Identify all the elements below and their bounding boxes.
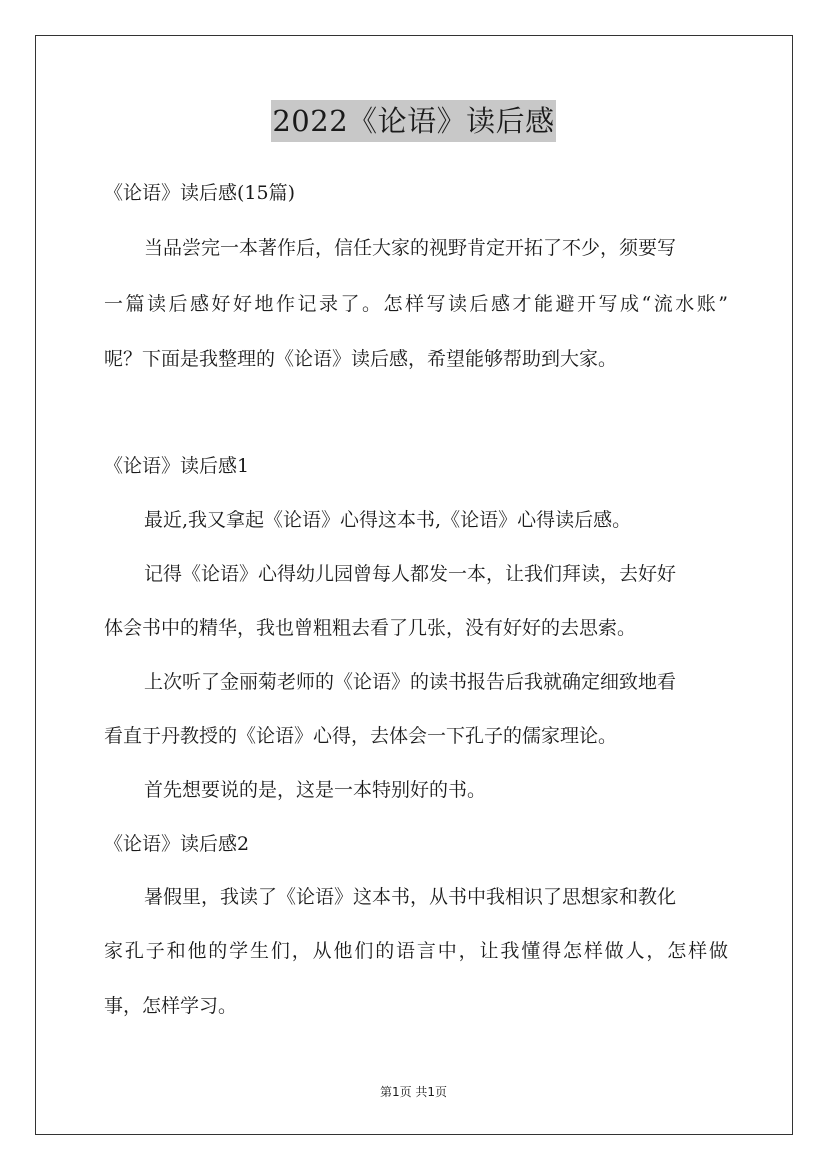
section1-paragraph-4: 首先想要说的是，这是一本特别好的书。 — [144, 779, 487, 801]
section1-paragraph-3-line-2: 看直于丹教授的《论语》心得，去体会一下孔子的儒家理论。 — [104, 725, 618, 747]
intro-line-1: 当品尝完一本著作后，信任大家的视野肯定开拓了不少，须要写 — [144, 237, 677, 259]
document-subtitle: 《论语》读后感(15篇) — [104, 182, 296, 204]
section2-paragraph-1-line-2: 家孔子和他的学生们，从他们的语言中，让我懂得怎样做人，怎样做 — [104, 940, 728, 962]
section1-paragraph-3-line-1: 上次听了金丽菊老师的《论语》的读书报告后我就确定细致地看 — [144, 671, 677, 693]
title-container — [0, 100, 827, 142]
section1-paragraph-2-line-2: 体会书中的精华，我也曾粗粗去看了几张，没有好好的去思索。 — [104, 617, 637, 639]
intro-line-2: 一篇读后感好好地作记录了。怎样写读后感才能避开写成“流水账” — [104, 293, 728, 315]
section2-heading: 《论语》读后感2 — [104, 833, 250, 855]
section1-heading: 《论语》读后感1 — [104, 455, 250, 477]
intro-line-3: 呢？下面是我整理的《论语》读后感，希望能够帮助到大家。 — [104, 348, 618, 370]
document-title: 2022《论语》读后感 — [271, 100, 555, 142]
page-footer: 第1页 共1页 — [379, 1085, 448, 1099]
section2-paragraph-1-line-3: 事，怎样学习。 — [104, 995, 238, 1017]
section2-paragraph-1-line-1: 暑假里，我读了《论语》这本书，从书中我相识了思想家和教化 — [144, 886, 677, 908]
section1-paragraph-1: 最近,我又拿起《论语》心得这本书,《论语》心得读后感。 — [144, 509, 632, 531]
section1-paragraph-2-line-1: 记得《论语》心得幼儿园曾每人都发一本，让我们拜读，去好好 — [144, 563, 677, 585]
